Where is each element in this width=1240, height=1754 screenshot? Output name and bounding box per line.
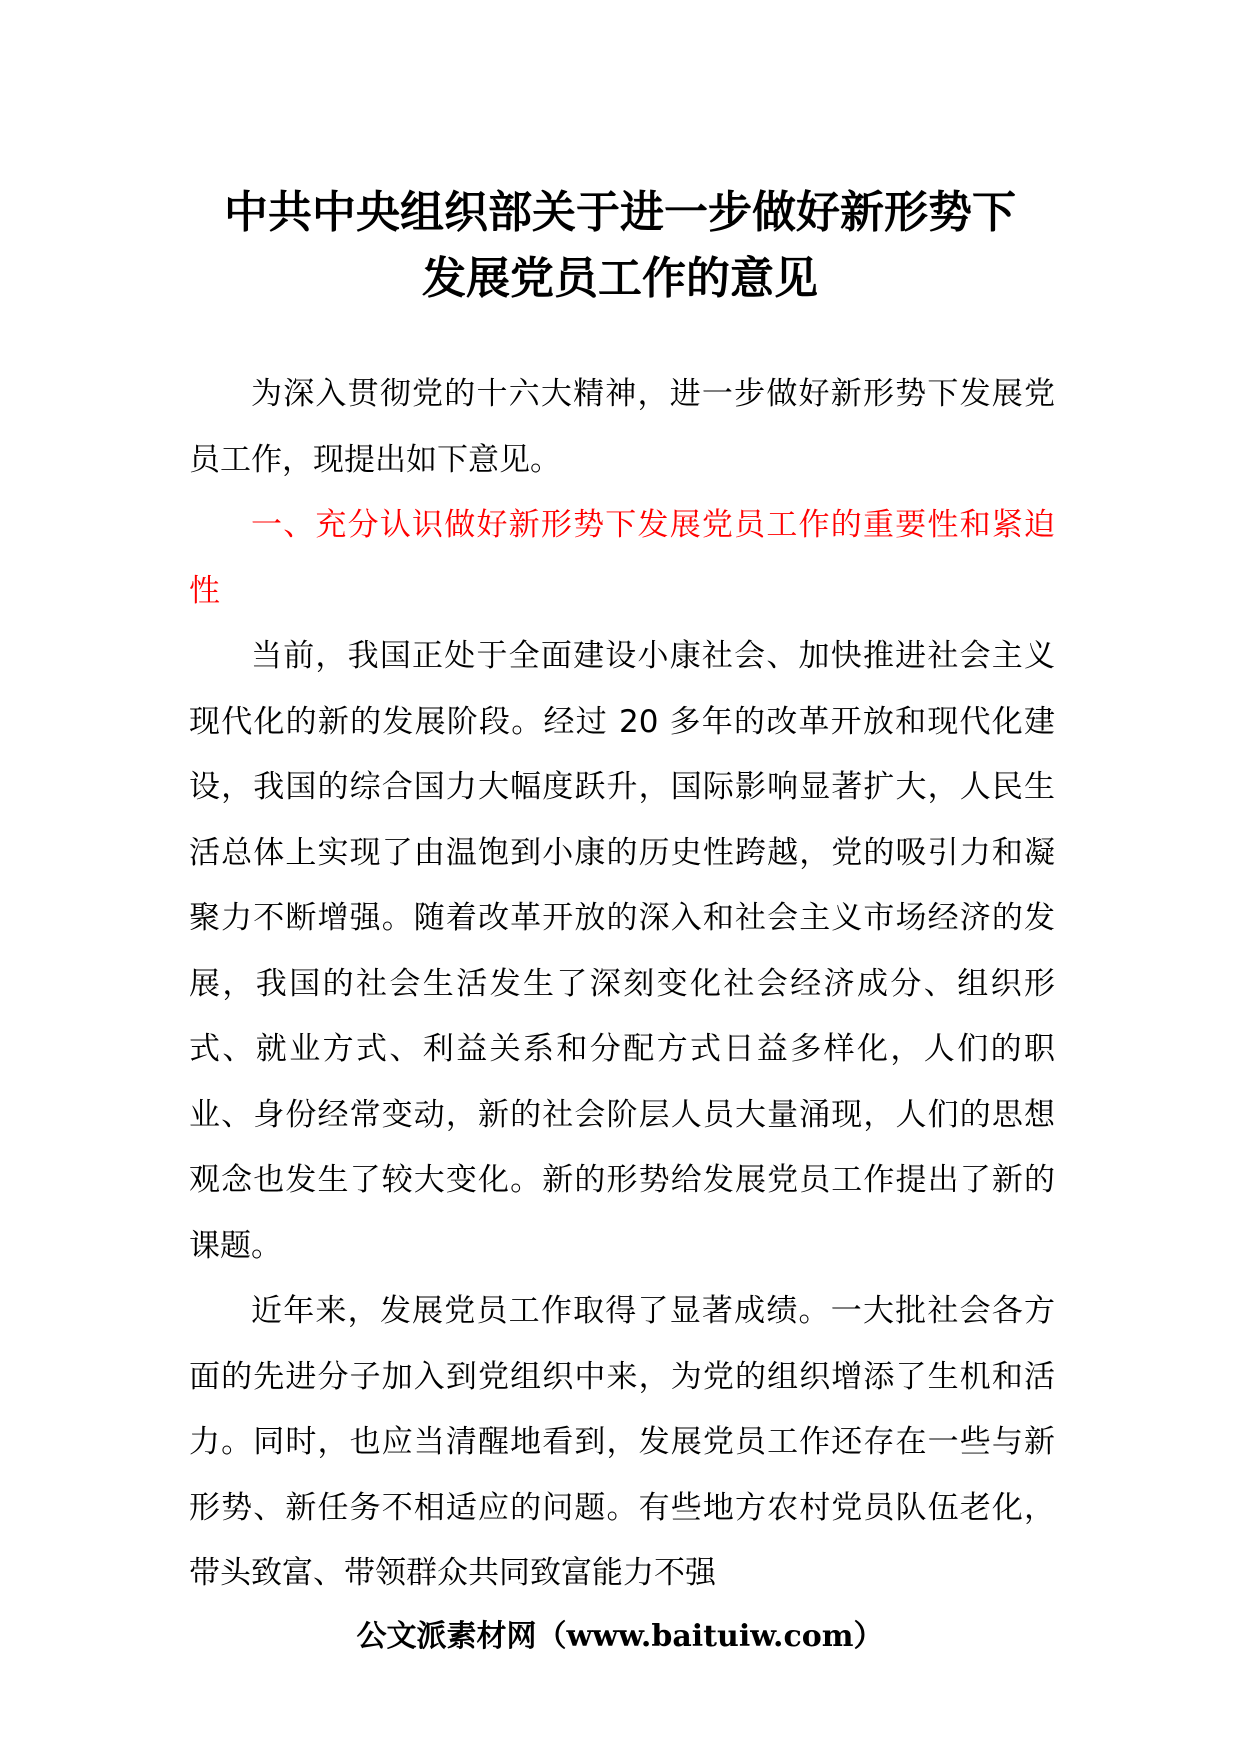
body-paragraph: 当前，我国正处于全面建设小康社会、加快推进社会主义现代化的新的发展阶段。经过 20 多年的改革开放和现代化建设，我国的综合国力大幅度跃升，国际影响显著扩大，人民生活总体上实现了由温饱到小康的历史性跨越，党的吸引力和凝聚力不断增强。随着改革开放的深入和社会主义市场经济的发展，我国的社会生活发生了深刻变化社会经济成分、组织形式、就业方式、利益关系和分配方式日益多样化，人们的职业、身份经常变动，新的社会阶层人员大量涌现，人们的思想观念也发生了较大变化。新的形势给发展党员工作提出了新的课题。 (189, 638, 1055, 1264)
section-heading: 一、充分认识做好新形势下发展党员工作的重要性和紧迫性 (189, 507, 1055, 609)
footer-watermark: 公文派素材网（www.baituiw.com） (356, 1619, 884, 1654)
body-paragraph: 近年来，发展党员工作取得了显著成绩。一大批社会各方面的先进分子加入到党组织中来，为党的组织增添了生机和活力。同时，也应当清醒地看到，发展党员工作还存在一些与新形势、新任务不相适应的问题。有些地方农村党员队伍老化，带头致富、带领群众共同致富能力不强 (189, 1293, 1055, 1591)
document-title (0, 180, 1240, 312)
title-line-1: 中共中央组织部关于进一步做好新形势下 (224, 187, 1016, 238)
title-line-2: 发展党员工作的意见 (422, 253, 818, 304)
intro-paragraph: 为深入贯彻党的十六大精神，进一步做好新形势下发展党员工作，现提出如下意见。 (189, 376, 1055, 478)
document-body (189, 362, 1055, 1607)
